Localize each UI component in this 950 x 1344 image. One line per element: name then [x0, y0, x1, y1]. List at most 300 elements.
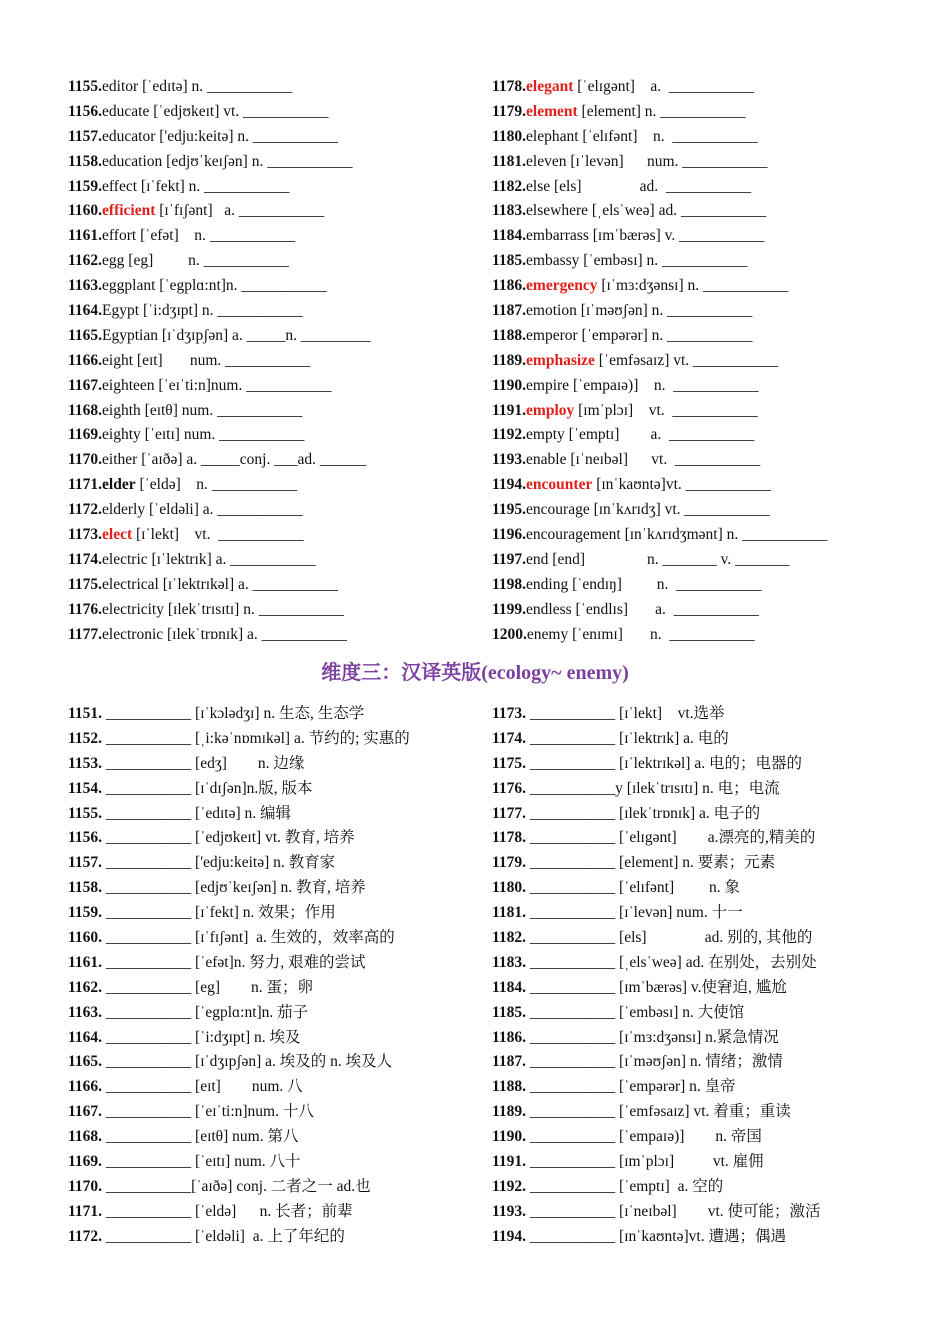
- entry-number: 1181.: [492, 152, 527, 170]
- entry-definition: [ˈegplɑ:nt]n. ___________: [155, 277, 327, 295]
- entry-definition: [ˈi:dʒɪpt] n. ___________: [139, 302, 303, 320]
- vocab-entry: [68, 374, 468, 399]
- entry-number: 1164.: [68, 302, 103, 320]
- entry-definition: [ɪˈfekt] n. ___________: [137, 177, 290, 195]
- vocab-entry: [68, 951, 468, 976]
- entry-definition: ___________ [ˈelɪgənt] a.漂亮的,精美的: [526, 829, 816, 847]
- entry-word: ending: [526, 575, 569, 593]
- vocab-entry: [68, 324, 468, 349]
- vocab-entry: [68, 249, 468, 274]
- entry-definition: ___________ [ˈelɪfənt] n. 象: [526, 879, 740, 897]
- vocab-entry: [492, 100, 912, 125]
- vocab-entry: [492, 727, 912, 752]
- entry-number: 1183.: [492, 202, 527, 220]
- vocab-entry: [68, 702, 468, 727]
- entry-definition: ___________ [ɪˈdʒɪpʃən] a. 埃及的 n. 埃及人: [102, 1053, 393, 1071]
- entry-number: 1176.: [492, 779, 527, 797]
- entry-definition: [ˈendɪŋ] n. ___________: [568, 575, 762, 593]
- entry-definition: ___________ [ˌi:kəˈnɒmɪkəl] a. 节约的; 实惠的: [102, 729, 410, 747]
- entry-word: element: [526, 102, 578, 120]
- entry-word: Egypt: [102, 302, 140, 320]
- vocab-entry: [492, 802, 912, 827]
- entry-definition: [eɪt] num. ___________: [133, 351, 311, 369]
- vocab-entry: [492, 1001, 912, 1026]
- entry-word: enable: [526, 451, 567, 469]
- entry-definition: ___________ [ˈeɪˈti:n]num. 十八: [102, 1103, 314, 1121]
- entry-number: 1191.: [492, 1153, 527, 1171]
- entry-word: encounter: [526, 476, 593, 494]
- entry-number: 1178.: [492, 78, 527, 95]
- entry-definition: ___________ [ˈegplɑ:nt]n. 茄子: [102, 1003, 309, 1021]
- section1-left-column: [68, 75, 468, 647]
- entry-word: elder: [102, 476, 136, 494]
- entry-definition: ___________ [ɪˈlektrɪk] a. 电的: [526, 729, 729, 747]
- entry-word: efficient: [102, 202, 156, 220]
- entry-number: 1195.: [492, 501, 527, 519]
- entry-definition: [ɪˈfɪʃənt] a. ___________: [155, 202, 325, 220]
- vocab-entry: [68, 125, 468, 150]
- entry-definition: ___________ [ɪˈneɪbəl] vt. 使可能；激活: [526, 1202, 821, 1220]
- entry-definition: [ˈempaɪə)] n. ___________: [569, 376, 759, 394]
- vocab-entry: [492, 199, 912, 224]
- vocab-entry: [68, 1026, 468, 1051]
- entry-number: 1197.: [492, 550, 527, 568]
- vocab-entry: [68, 752, 468, 777]
- vocab-entry: [68, 274, 468, 299]
- vocab-entry: [492, 1100, 912, 1125]
- entry-number: 1184.: [492, 978, 527, 996]
- vocab-entry: [68, 876, 468, 901]
- entry-definition: ___________ [eɪt] num. 八: [102, 1078, 303, 1096]
- vocab-entry: [492, 851, 912, 876]
- entry-number: 1175.: [492, 754, 527, 772]
- entry-definition: ___________ [ˈeldə] n. 长者；前辈: [102, 1202, 353, 1220]
- entry-number: 1166.: [68, 351, 103, 369]
- vocab-entry: [492, 399, 912, 424]
- entry-number: 1189.: [492, 1103, 527, 1121]
- vocab-entry: [68, 802, 468, 827]
- vocab-entry: [68, 1225, 468, 1250]
- entry-number: 1180.: [492, 127, 527, 145]
- entry-word: encouragement: [526, 526, 621, 544]
- entry-number: 1198.: [492, 575, 527, 593]
- entry-definition: [ˈembəsɪ] n. ___________: [579, 252, 748, 270]
- entry-definition: [end] n. _______ v. _______: [548, 550, 790, 568]
- entry-definition: [eɪtθ] num. ___________: [140, 401, 303, 419]
- entry-number: 1156.: [68, 102, 103, 120]
- entry-definition: [ˈeldə] n. ___________: [135, 476, 298, 494]
- entry-definition: ___________ [ɪˈmɜ:dʒənsɪ] n.紧急情况: [526, 1028, 779, 1046]
- entry-number: 1188.: [492, 326, 527, 344]
- vocab-entry: [68, 448, 468, 473]
- entry-definition: ___________ [els] ad. 别的, 其他的: [526, 929, 813, 947]
- entry-definition: [ˈendlɪs] a. ___________: [571, 600, 759, 618]
- entry-definition: ___________ [ɪˈkɔlədʒɪ] n. 生态, 生态学: [102, 705, 365, 722]
- entry-number: 1169.: [68, 1153, 103, 1171]
- entry-number: 1192.: [492, 426, 527, 444]
- vocab-entry: [492, 777, 912, 802]
- vocab-entry: [68, 299, 468, 324]
- entry-number: 1162.: [68, 252, 103, 270]
- entry-word: elsewhere: [526, 202, 588, 220]
- entry-definition: [ɪˈneɪbəl] vt. ___________: [566, 451, 761, 469]
- entry-definition: ___________ [eɪtθ] num. 第八: [102, 1128, 299, 1146]
- entry-number: 1187.: [492, 1053, 527, 1071]
- vocab-entry: [68, 548, 468, 573]
- vocab-entry: [492, 1075, 912, 1100]
- entry-definition: [ˈefət] n. ___________: [136, 227, 296, 245]
- entry-number: 1172.: [68, 1227, 103, 1245]
- entry-number: 1160.: [68, 202, 103, 220]
- vocab-entry: [492, 926, 912, 951]
- entry-definition: [ˈeɪtɪ] num. ___________: [140, 426, 305, 444]
- entry-number: 1193.: [492, 451, 527, 469]
- entry-definition: ___________ [edjʊˈkeɪʃən] n. 教育, 培养: [102, 879, 366, 897]
- entry-word: emotion: [526, 302, 577, 320]
- vocab-entry: [492, 752, 912, 777]
- entry-number: 1200.: [492, 625, 527, 643]
- entry-definition: [edjʊˈkeɪʃən] n. ___________: [162, 152, 353, 170]
- entry-number: 1158.: [68, 152, 103, 170]
- entry-number: 1177.: [492, 804, 527, 822]
- entry-number: 1175.: [68, 575, 103, 593]
- entry-definition: ___________ [ɪˈlektrɪkəl] a. 电的；电器的: [526, 754, 802, 772]
- entry-definition: ___________ [ˈemptɪ] a. 空的: [526, 1177, 724, 1195]
- entry-definition: ___________ [ˈeɪtɪ] num. 八十: [102, 1153, 301, 1171]
- entry-word: editor: [102, 78, 139, 95]
- entry-number: 1184.: [492, 227, 527, 245]
- vocab-entry: [492, 1225, 912, 1250]
- entry-number: 1173.: [492, 705, 527, 722]
- entry-number: 1154.: [68, 779, 103, 797]
- vocab-entry: [492, 1050, 912, 1075]
- entry-word: educate: [102, 102, 150, 120]
- entry-word: embarrass: [526, 227, 589, 245]
- entry-number: 1171.: [68, 476, 103, 494]
- entry-word: elect: [102, 526, 133, 544]
- entry-word: effect: [102, 177, 138, 195]
- entry-definition: ['edju:keitə] n. ___________: [155, 127, 339, 145]
- entry-definition: [els] ad. ___________: [550, 177, 752, 195]
- entry-number: 1179.: [492, 102, 527, 120]
- entry-word: education: [102, 152, 163, 170]
- vocab-entry: [492, 702, 912, 727]
- entry-number: 1157.: [68, 127, 103, 145]
- entry-word: Egyptian: [102, 326, 158, 344]
- entry-number: 1167.: [68, 1103, 103, 1121]
- entry-number: 1170.: [68, 451, 103, 469]
- entry-word: else: [526, 177, 551, 195]
- entry-number: 1173.: [68, 526, 103, 544]
- entry-word: emergency: [526, 277, 598, 295]
- entry-definition: ___________ [ɪmˈbærəs] v.使窘迫, 尴尬: [526, 978, 787, 996]
- entry-number: 1159.: [68, 177, 103, 195]
- entry-number: 1178.: [492, 829, 527, 847]
- entry-definition: [element] n. ___________: [577, 102, 746, 120]
- vocab-entry: [492, 249, 912, 274]
- entry-definition: [ˈemptɪ] a. ___________: [564, 426, 755, 444]
- entry-definition: [ˈedjʊkeɪt] vt. ___________: [149, 102, 329, 120]
- vocab-entry: [492, 274, 912, 299]
- entry-definition: [ɪnˈkʌrɪdʒ] vt. ___________: [589, 501, 770, 519]
- entry-definition: [ˈedɪtə] n. ___________: [138, 78, 293, 95]
- entry-number: 1192.: [492, 1177, 527, 1195]
- entry-definition: ___________ [ɪlekˈtrɒnɪk] a. 电子的: [526, 804, 761, 822]
- entry-definition: [ˈenɪmɪ] n. ___________: [568, 625, 755, 643]
- entry-word: emphasize: [526, 351, 595, 369]
- entry-definition: ___________ [ˌelsˈweə] ad. 在别处，去别处: [526, 953, 817, 971]
- vocab-entry: [492, 423, 912, 448]
- entry-number: 1190.: [492, 376, 527, 394]
- entry-definition: [ˈempərər] n. ___________: [577, 326, 753, 344]
- entry-number: 1172.: [68, 501, 103, 519]
- entry-number: 1153.: [68, 754, 103, 772]
- entry-definition: ___________ [ˈefət]n. 努力, 艰难的尝试: [102, 953, 366, 971]
- entry-definition: ___________ [eg] n. 蛋；卵: [102, 978, 313, 996]
- entry-definition: [ɪˈdʒɪpʃən] a. _____n. _________: [158, 326, 371, 344]
- entry-definition: [ɪˈlektrɪk] a. ___________: [147, 550, 316, 568]
- vocab-entry: [492, 224, 912, 249]
- section2-right-column: [492, 702, 912, 1250]
- vocab-entry: [68, 727, 468, 752]
- vocab-entry: [492, 498, 912, 523]
- vocab-entry: [492, 951, 912, 976]
- vocab-entry: [492, 573, 912, 598]
- entry-definition: ___________ [ˈi:dʒɪpt] n. 埃及: [102, 1028, 301, 1046]
- entry-definition: [ɪlekˈtrɪsɪtɪ] n. ___________: [164, 600, 344, 618]
- vocab-entry: [68, 598, 468, 623]
- vocab-entry: [68, 349, 468, 374]
- vocab-entry: [68, 926, 468, 951]
- entry-word: encourage: [526, 501, 590, 519]
- entry-number: 1165.: [68, 1053, 103, 1071]
- entry-number: 1181.: [492, 904, 527, 922]
- entry-definition: ___________ [ˈeldəli] a. 上了年纪的: [102, 1227, 345, 1245]
- entry-definition: ___________ [ˈembəsɪ] n. 大使馆: [526, 1003, 745, 1021]
- entry-number: 1167.: [68, 376, 103, 394]
- entry-word: effort: [102, 227, 137, 245]
- vocab-entry: [68, 1150, 468, 1175]
- vocab-entry: [68, 1075, 468, 1100]
- entry-number: 1169.: [68, 426, 103, 444]
- entry-definition: ___________ [ɪnˈkaʊntə]vt. 遭遇；偶遇: [526, 1227, 786, 1245]
- vocab-entry: [492, 598, 912, 623]
- entry-number: 1176.: [68, 600, 103, 618]
- entry-number: 1191.: [492, 401, 527, 419]
- entry-word: enemy: [526, 625, 569, 643]
- vocab-entry: [492, 324, 912, 349]
- entry-definition: [ˈaɪðə] a. _____conj. ___ad. ______: [137, 451, 367, 469]
- entry-definition: [ɪˈmɜ:dʒənsɪ] n. ___________: [597, 277, 789, 295]
- entry-number: 1183.: [492, 953, 527, 971]
- entry-word: eggplant: [102, 277, 156, 295]
- entry-definition: [ɪnˈkaʊntə]vt. ___________: [592, 476, 771, 494]
- vocab-entry: [68, 851, 468, 876]
- entry-number: 1182.: [492, 929, 527, 947]
- vocab-entry: [492, 1175, 912, 1200]
- vocab-entry: [68, 423, 468, 448]
- entry-word: endless: [526, 600, 572, 618]
- entry-number: 1162.: [68, 978, 103, 996]
- entry-definition: [ˈeɪˈti:n]num. ___________: [154, 376, 332, 394]
- entry-word: empire: [526, 376, 570, 394]
- vocab-entry: [492, 976, 912, 1001]
- entry-definition: [ˈeldəli] a. ___________: [145, 501, 303, 519]
- entry-word: employ: [526, 401, 575, 419]
- entry-number: 1193.: [492, 1202, 527, 1220]
- entry-number: 1177.: [68, 625, 103, 643]
- vocab-entry: [492, 374, 912, 399]
- entry-number: 1180.: [492, 879, 527, 897]
- vocab-entry: [68, 1001, 468, 1026]
- entry-definition: ___________ [ɪˈlevən] num. 十一: [526, 904, 743, 922]
- entry-word: eighth: [102, 401, 141, 419]
- vocab-entry: [68, 399, 468, 424]
- vocab-entry: [68, 523, 468, 548]
- entry-number: 1185.: [492, 1003, 527, 1021]
- vocab-entry: [68, 1200, 468, 1225]
- entry-word: electricity: [102, 600, 164, 618]
- vocab-entry: [492, 1125, 912, 1150]
- vocab-entry: [492, 473, 912, 498]
- entry-word: eight: [102, 351, 134, 369]
- entry-number: 1166.: [68, 1078, 103, 1096]
- vocab-entry: [492, 1026, 912, 1051]
- entry-number: 1170.: [68, 1177, 103, 1195]
- entry-number: 1189.: [492, 351, 527, 369]
- vocab-entry: [492, 1150, 912, 1175]
- entry-number: 1168.: [68, 401, 103, 419]
- entry-number: 1158.: [68, 879, 103, 897]
- entry-number: 1151.: [68, 705, 103, 722]
- vocab-entry: [492, 826, 912, 851]
- vocab-entry: [68, 826, 468, 851]
- vocab-entry: [68, 976, 468, 1001]
- vocab-entry: [68, 175, 468, 200]
- vocab-entry: [68, 199, 468, 224]
- vocab-entry: [492, 175, 912, 200]
- entry-definition: [ˈelɪgənt] a. ___________: [573, 78, 755, 95]
- entry-word: emperor: [526, 326, 578, 344]
- section-title: 维度三：汉译英版(ecology~ enemy): [321, 662, 629, 684]
- entry-number: 1155.: [68, 78, 103, 95]
- section2-left-column: [68, 702, 468, 1250]
- vocab-entry: [492, 75, 912, 100]
- entry-word: embassy: [526, 252, 580, 270]
- entry-word: electrical: [102, 575, 159, 593]
- entry-definition: [ɪˈməʊʃən] n. ___________: [576, 302, 753, 320]
- entry-number: 1160.: [68, 929, 103, 947]
- vocab-entry: [492, 623, 912, 648]
- vocab-entry: [68, 573, 468, 598]
- entry-definition: [ɪmˈplɔɪ] vt. ___________: [574, 401, 758, 419]
- vocab-entry: [68, 1100, 468, 1125]
- vocab-entry: [492, 349, 912, 374]
- entry-number: 1159.: [68, 904, 103, 922]
- entry-word: electronic: [102, 625, 164, 643]
- vocab-entry: [68, 498, 468, 523]
- entry-number: 1174.: [492, 729, 527, 747]
- entry-definition: [ɪmˈbærəs] v. ___________: [588, 227, 765, 245]
- entry-number: 1188.: [492, 1078, 527, 1096]
- vocab-entry: [492, 876, 912, 901]
- vocab-entry: [68, 623, 468, 648]
- entry-definition: ___________ [ˈedjʊkeɪt] vt. 教育, 培养: [102, 829, 355, 847]
- entry-definition: ___________ [edʒ] n. 边缘: [102, 754, 305, 772]
- entry-definition: ___________[ˈaɪðə] conj. 二者之一 ad.也: [102, 1177, 371, 1195]
- entry-word: eighty: [102, 426, 141, 444]
- entry-definition: ___________ [ɪmˈplɔɪ] vt. 雇佣: [526, 1153, 764, 1171]
- vocab-entry: [68, 150, 468, 175]
- entry-number: 1163.: [68, 277, 103, 295]
- entry-definition: [ˌelsˈweə] ad. ___________: [588, 202, 767, 220]
- entry-definition: ___________ [element] n. 要素；元素: [526, 854, 776, 872]
- entry-number: 1190.: [492, 1128, 527, 1146]
- vocab-entry: [492, 150, 912, 175]
- entry-definition: [eg] n. ___________: [124, 252, 289, 270]
- entry-number: 1171.: [68, 1202, 103, 1220]
- entry-number: 1161.: [68, 227, 103, 245]
- entry-word: elegant: [526, 78, 574, 95]
- entry-definition: [ˈelɪfənt] n. ___________: [578, 127, 758, 145]
- entry-number: 1168.: [68, 1128, 103, 1146]
- vocab-entry: [68, 224, 468, 249]
- entry-number: 1163.: [68, 1003, 103, 1021]
- entry-definition: ___________y [ɪlekˈtrɪsɪtɪ] n. 电；电流: [526, 779, 780, 797]
- vocab-entry: [68, 1125, 468, 1150]
- entry-number: 1161.: [68, 953, 103, 971]
- entry-number: 1174.: [68, 550, 103, 568]
- entry-definition: ___________ [ˈempaɪə)] n. 帝国: [526, 1128, 762, 1146]
- entry-definition: [ɪˈlektrɪkəl] a. ___________: [158, 575, 338, 593]
- vocab-entry: [68, 75, 468, 100]
- entry-number: 1186.: [492, 1028, 527, 1046]
- vocab-entry: [68, 100, 468, 125]
- vocab-entry: [68, 901, 468, 926]
- entry-word: empty: [526, 426, 565, 444]
- entry-number: 1164.: [68, 1028, 103, 1046]
- vocab-entry: [492, 299, 912, 324]
- entry-word: end: [526, 550, 549, 568]
- vocab-entry: [492, 125, 912, 150]
- entry-number: 1165.: [68, 326, 103, 344]
- entry-number: 1179.: [492, 854, 527, 872]
- entry-definition: [ɪˈlevən] num. ___________: [566, 152, 768, 170]
- entry-definition: ___________ ['edju:keitə] n. 教育家: [102, 854, 336, 872]
- vocab-entry: [492, 448, 912, 473]
- entry-definition: [ɪˈlekt] vt. ___________: [132, 526, 304, 544]
- entry-number: 1152.: [68, 729, 103, 747]
- vocab-entry: [492, 548, 912, 573]
- entry-word: egg: [102, 252, 125, 270]
- entry-definition: ___________ [ɪˈlekt] vt.选举: [526, 705, 725, 722]
- entry-number: 1156.: [68, 829, 103, 847]
- entry-definition: ___________ [ɪˈfɪʃənt] a. 生效的，效率高的: [102, 929, 395, 947]
- entry-definition: ___________ [ɪˈfekt] n. 效果；作用: [102, 904, 336, 922]
- entry-number: 1157.: [68, 854, 103, 872]
- vocab-entry: [68, 1050, 468, 1075]
- entry-number: 1196.: [492, 526, 527, 544]
- entry-number: 1186.: [492, 277, 527, 295]
- entry-word: elephant: [526, 127, 579, 145]
- entry-definition: [ɪnˈkʌrɪdʒmənt] n. ___________: [620, 526, 828, 544]
- entry-number: 1194.: [492, 476, 527, 494]
- entry-word: eleven: [526, 152, 567, 170]
- entry-definition: ___________ [ˈemfəsaɪz] vt. 着重；重读: [526, 1103, 791, 1121]
- entry-number: 1194.: [492, 1227, 527, 1245]
- vocab-entry: [68, 473, 468, 498]
- entry-number: 1182.: [492, 177, 527, 195]
